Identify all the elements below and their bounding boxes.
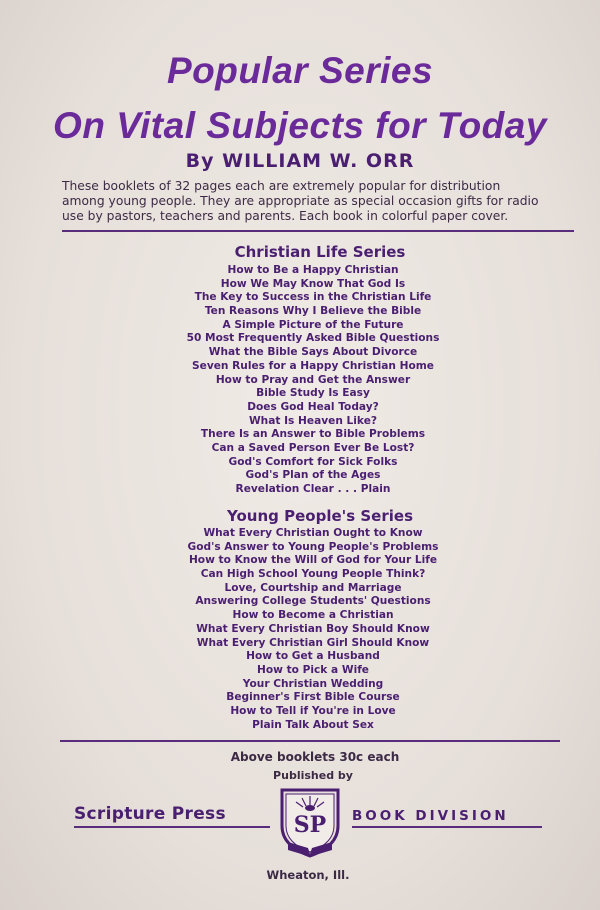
list-item: How to Pray and Get the Answer xyxy=(215,373,411,386)
list-item: Love, Courtship and Marriage xyxy=(224,581,402,594)
list-item: How to Be a Happy Christian xyxy=(227,264,399,276)
list-item: 50 Most Frequently Asked Bible Questions xyxy=(186,332,440,345)
intro-line: These booklets of 32 pages each are extremely popular for distribution xyxy=(62,179,501,193)
list-item: How to Know the Will of God for Your Life xyxy=(188,554,438,567)
list-item: What Every Christian Boy Should Know xyxy=(196,622,430,635)
title-line-2: On Vital Subjects for Today xyxy=(53,105,547,146)
publisher-underline xyxy=(74,826,270,828)
christian-life-list xyxy=(0,264,600,497)
publisher-name: Scripture Press xyxy=(74,804,226,824)
list-item: What Every Christian Ought to Know xyxy=(203,527,423,539)
list-item: What the Bible Says About Divorce xyxy=(208,346,418,359)
list-item: Beginner's First Bible Course xyxy=(226,691,400,704)
list-item: How We May Know That God Is xyxy=(220,277,406,290)
list-item: Does God Heal Today? xyxy=(247,400,379,413)
list-item: Answering College Students' Questions xyxy=(195,595,431,608)
young-people-list xyxy=(0,527,600,732)
list-item: How to Tell if You're in Love xyxy=(230,704,396,717)
list-item: Ten Reasons Why I Believe the Bible xyxy=(204,305,422,318)
christian-life-heading: Christian Life Series xyxy=(234,243,406,261)
list-item: God's Comfort for Sick Folks xyxy=(228,455,398,468)
list-item: The Key to Success in the Christian Life xyxy=(194,291,432,304)
list-item: God's Plan of the Ages xyxy=(245,469,381,482)
list-item: Seven Rules for a Happy Christian Home xyxy=(192,359,434,372)
title-line-1: Popular Series xyxy=(166,50,434,91)
list-item: What Every Christian Girl Should Know xyxy=(196,636,430,649)
divider-top xyxy=(62,230,574,232)
list-item: Plain Talk About Sex xyxy=(252,718,374,731)
svg-text:SP: SP xyxy=(293,812,327,838)
division-underline xyxy=(352,826,542,828)
book-division-label: BOOK DIVISION xyxy=(352,808,509,824)
list-item: Can High School Young People Think? xyxy=(200,568,426,581)
price-note: Above booklets 30c each xyxy=(230,750,400,764)
intro-line: among young people. They are appropriate as special occasion gifts for radio xyxy=(62,194,539,208)
young-people-heading: Young People's Series xyxy=(227,507,413,525)
list-item: God's Answer to Young People's Problems xyxy=(187,540,439,553)
list-item: Bible Study Is Easy xyxy=(256,387,370,400)
author-byline: By WILLIAM W. ORR xyxy=(185,150,415,172)
scripture-press-logo-icon xyxy=(272,786,348,858)
list-item: A Simple Picture of the Future xyxy=(222,318,404,331)
published-by-label: Published by xyxy=(273,769,353,782)
city-label: Wheaton, Ill. xyxy=(266,868,350,882)
list-item: There Is an Answer to Bible Problems xyxy=(200,428,426,441)
list-item: Your Christian Wedding xyxy=(242,677,384,690)
list-item: How to Pick a Wife xyxy=(256,663,369,676)
list-item: Revelation Clear . . . Plain xyxy=(235,483,391,495)
intro-paragraph xyxy=(62,179,572,224)
list-item: Can a Saved Person Ever Be Lost? xyxy=(211,441,415,454)
divider-bottom xyxy=(60,740,560,742)
list-item: How to Become a Christian xyxy=(232,609,394,622)
list-item: How to Get a Husband xyxy=(246,650,380,663)
intro-line: use by pastors, teachers and parents. Each book in colorful paper cover. xyxy=(62,209,509,223)
list-item: What Is Heaven Like? xyxy=(248,414,378,427)
